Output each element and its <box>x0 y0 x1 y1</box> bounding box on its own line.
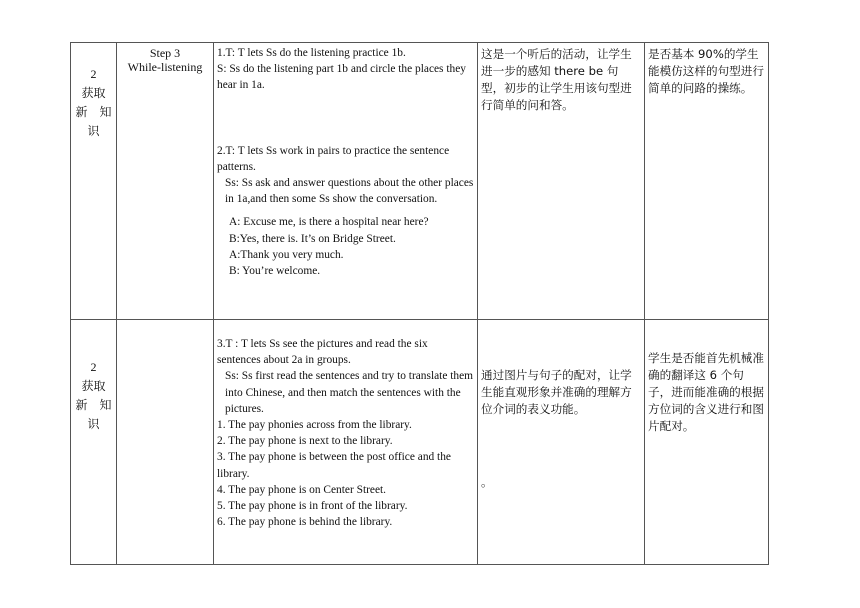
stage-name-line: 新 知 <box>75 398 112 412</box>
procedure-cell <box>214 43 478 320</box>
sentence-item: 6. The pay phone is behind the library. <box>217 516 393 529</box>
stage-number: 2 <box>90 67 97 81</box>
stage-name-line: 识 <box>87 417 100 431</box>
table-row <box>71 43 769 320</box>
sentence-item: 3. The pay phone is between the post office and the library. <box>217 451 451 480</box>
purpose-cell <box>478 43 645 320</box>
sentence-item: 2. The pay phone is next to the library. <box>217 435 393 448</box>
step-subtitle: While-listening <box>127 60 203 74</box>
procedure-line: Ss: Ss ask and answer questions about the other places in 1a,and then some Ss show the conversation. <box>225 177 474 206</box>
procedure-line: 2.T: T lets Ss work in pairs to practice the sentence patterns. <box>217 144 450 173</box>
procedure-line: 1.T: T lets Ss do the listening practice 1b. <box>217 47 406 59</box>
table-row <box>71 320 769 565</box>
purpose-text: 通过图片与句子的配对，让学生能直观形象并准确的理解方位介词的表义功能。 <box>481 368 632 416</box>
sentence-item: 4. The pay phone is on Center Street. <box>217 483 387 496</box>
stage-name-line: 获取 <box>81 86 106 100</box>
sentence-item: 1. The pay phonies across from the library. <box>217 419 412 432</box>
procedure-line: 3.T : T lets Ss see the pictures and read the six sentences about 2a in groups. <box>217 338 428 367</box>
stage-cell <box>71 320 117 565</box>
dialog-line: B:Yes, there is. It’s on Bridge Street. <box>229 232 396 245</box>
stage-name-line: 新 知 <box>75 105 112 119</box>
assessment-cell <box>645 320 769 565</box>
step-cell <box>117 43 214 320</box>
procedure-line: Ss: Ss first read the sentences and try to translate them into Chinese, and then match the sentences with the pictures. <box>225 370 474 415</box>
step-cell <box>117 320 214 565</box>
stage-number: 2 <box>90 360 97 374</box>
dialog-line: B: You’re welcome. <box>229 265 321 278</box>
dialog-line: A:Thank you very much. <box>229 248 344 261</box>
procedure-line: S: Ss do the listening part 1b and circle the places they hear in 1a. <box>217 63 466 92</box>
assessment-text: 学生是否能首先机械准确的翻译这 6 个句子，进而能准确的根据方位词的含义进行和图片配对。 <box>648 351 764 433</box>
purpose-cell <box>478 320 645 565</box>
purpose-text: 这是一个听后的活动，让学生进一步的感知 there be 句型，初步的让学生用该句型进行简单的问和答。 <box>481 47 632 112</box>
assessment-cell <box>645 43 769 320</box>
assessment-text: 是否基本 90%的学生能模仿这样的句型进行简单的问路的操练。 <box>648 47 764 95</box>
sentence-item: 5. The pay phone is in front of the library. <box>217 500 408 513</box>
stage-name-line: 获取 <box>81 379 106 393</box>
stage-name-line: 识 <box>87 124 100 138</box>
procedure-cell <box>214 320 478 565</box>
lesson-plan-table <box>70 42 769 565</box>
dialog-line: A: Excuse me, is there a hospital near here? <box>229 216 429 229</box>
stage-cell <box>71 43 117 320</box>
step-title: Step 3 <box>149 46 181 60</box>
purpose-tail: 。 <box>481 475 493 489</box>
